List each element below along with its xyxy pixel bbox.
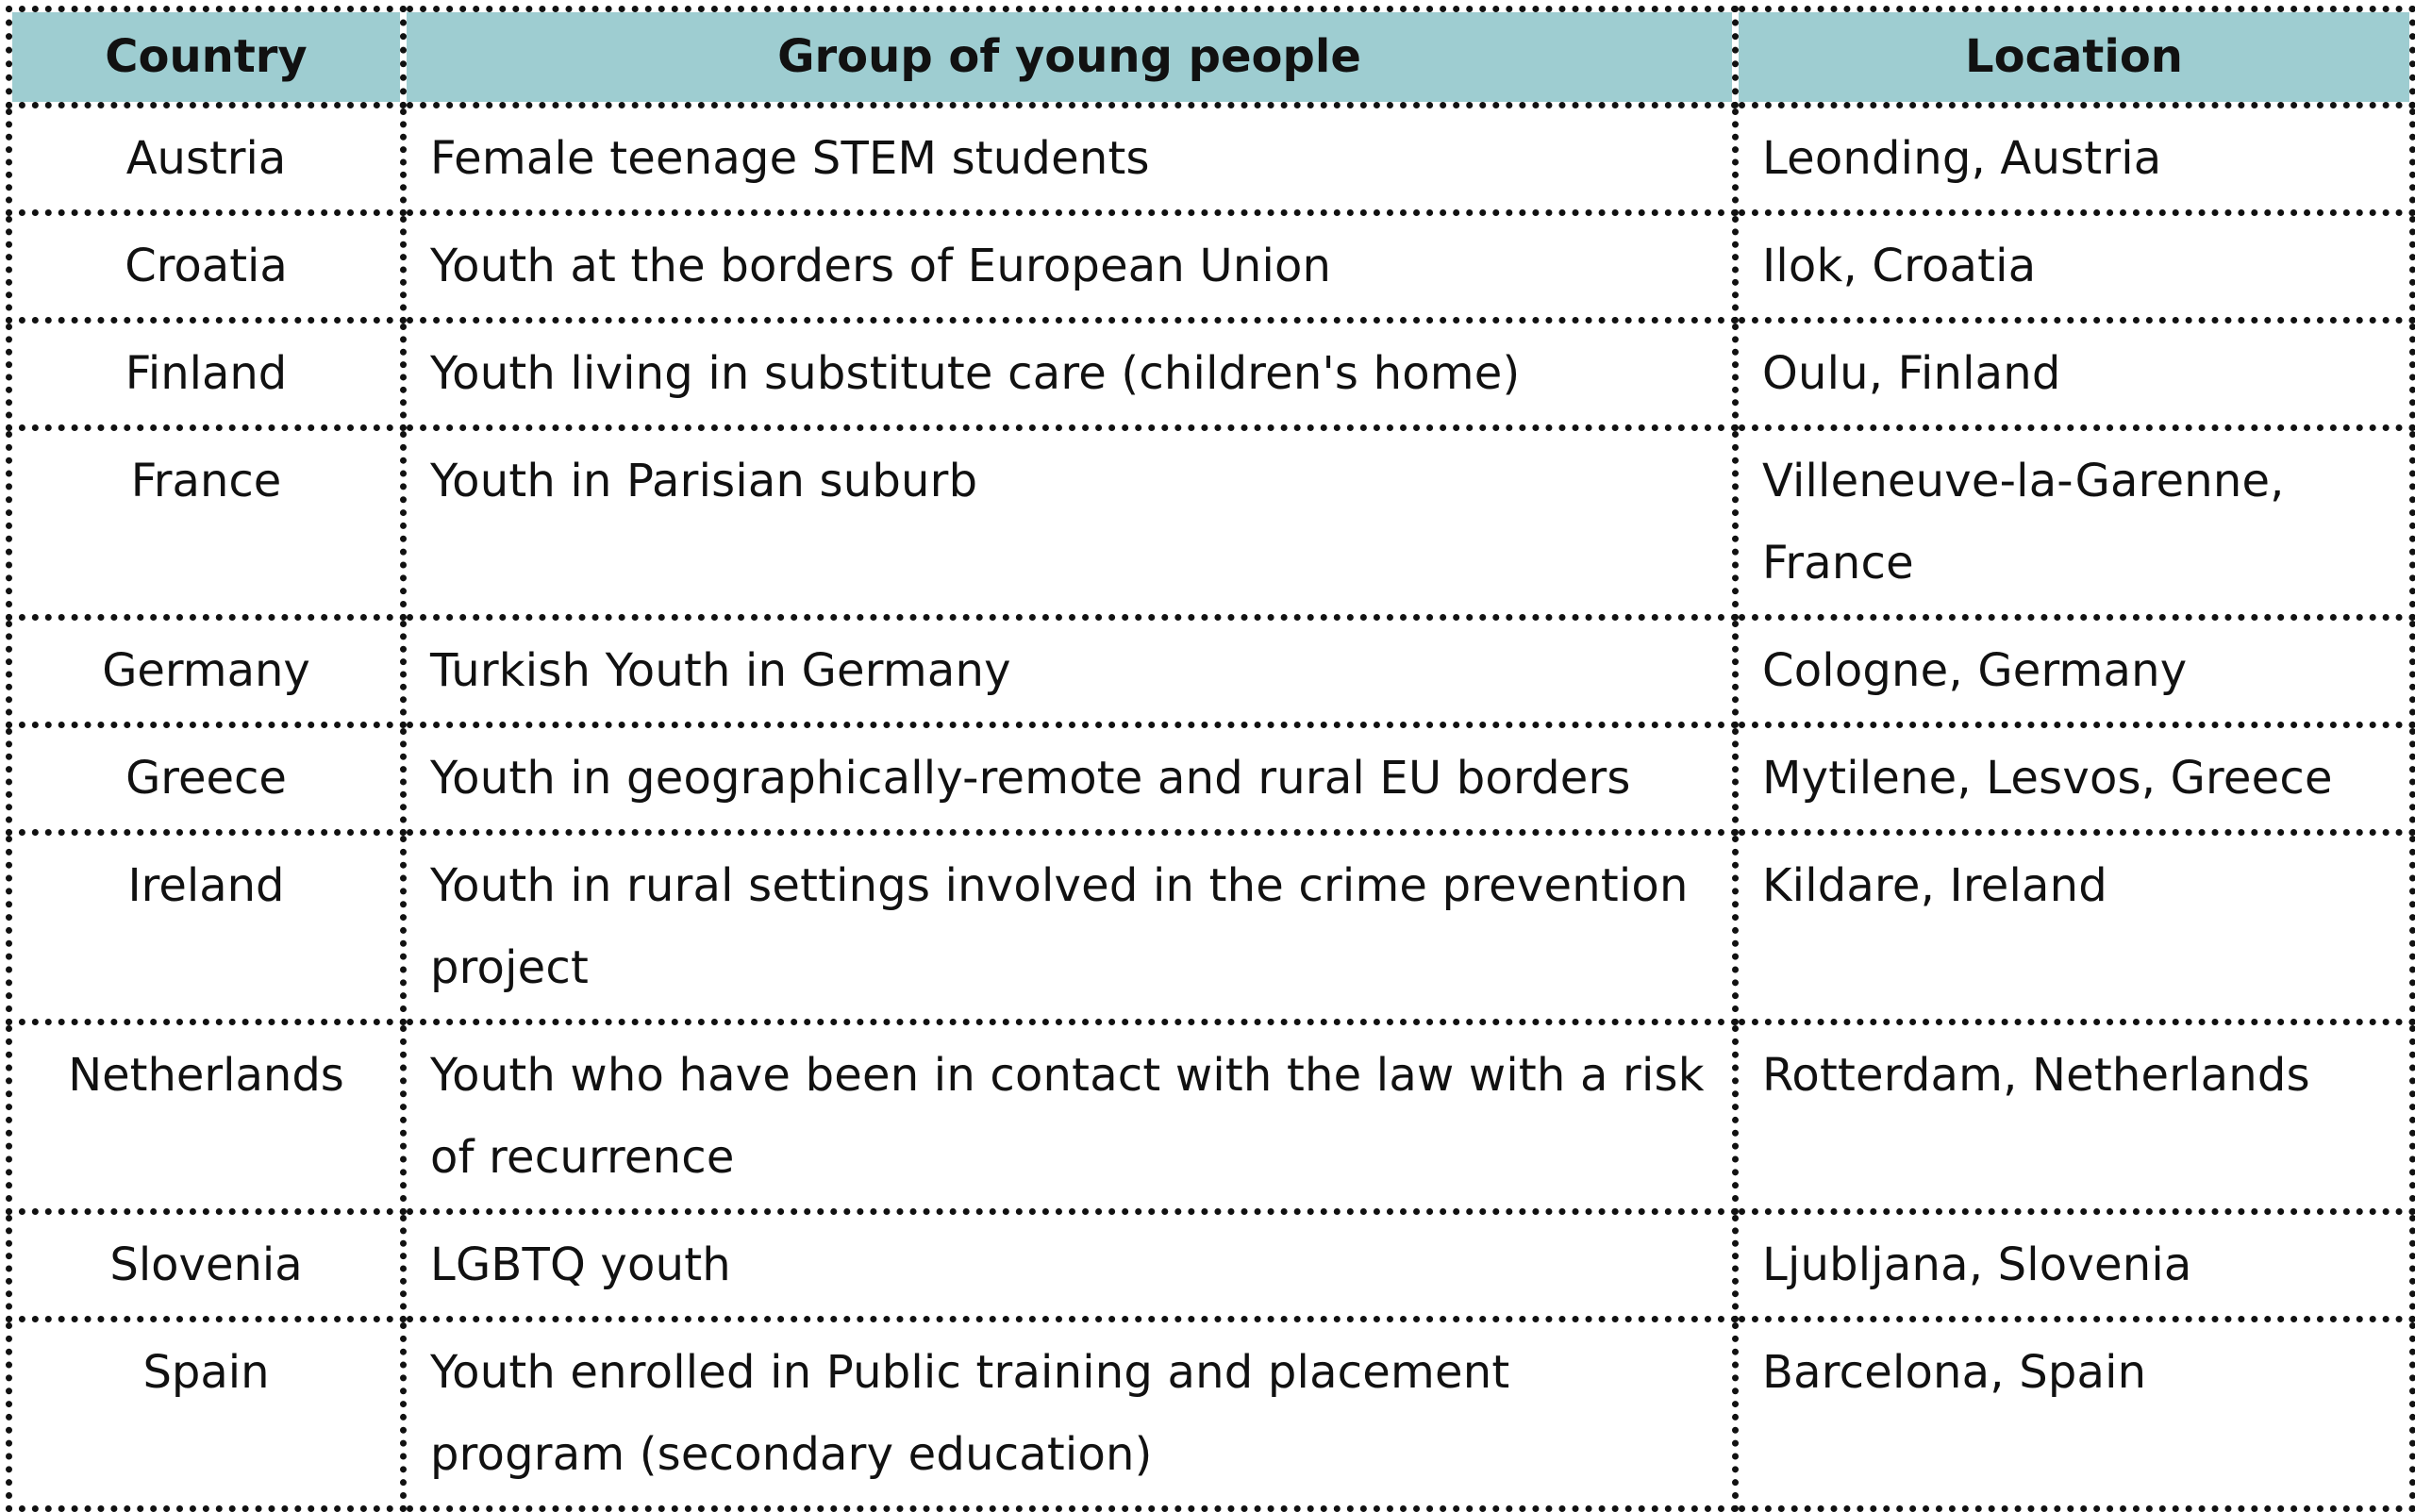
header-location: Location xyxy=(1736,9,2413,106)
cell-country: Greece xyxy=(9,725,404,833)
cell-location: Ljubljana, Slovenia xyxy=(1736,1212,2413,1320)
header-row xyxy=(9,9,2413,106)
table-row xyxy=(9,1320,2413,1509)
cell-group: LGBTQ youth xyxy=(404,1212,1736,1320)
cell-group: Youth in Parisian suburb xyxy=(404,428,1736,618)
table-row xyxy=(9,213,2413,321)
table-row xyxy=(9,428,2413,618)
cell-location: Oulu, Finland xyxy=(1736,321,2413,428)
cell-location: Leonding, Austria xyxy=(1736,106,2413,213)
cell-group: Youth in rural settings involved in the crime prevention project xyxy=(404,833,1736,1022)
cell-location: Ilok, Croatia xyxy=(1736,213,2413,321)
cell-country: Netherlands xyxy=(9,1022,404,1212)
cell-country: Germany xyxy=(9,618,404,725)
cell-group: Female teenage STEM students xyxy=(404,106,1736,213)
cell-country: Austria xyxy=(9,106,404,213)
cell-group: Youth enrolled in Public training and placement program (secondary education) xyxy=(404,1320,1736,1509)
cell-country: Ireland xyxy=(9,833,404,1022)
cell-location: Kildare, Ireland xyxy=(1736,833,2413,1022)
youth-groups-table-wrapper xyxy=(6,6,2409,1481)
cell-location: Rotterdam, Netherlands xyxy=(1736,1022,2413,1212)
table-row xyxy=(9,106,2413,213)
cell-location: Mytilene, Lesvos, Greece xyxy=(1736,725,2413,833)
cell-group: Turkish Youth in Germany xyxy=(404,618,1736,725)
table-row xyxy=(9,725,2413,833)
cell-country: Spain xyxy=(9,1320,404,1509)
cell-location: Villeneuve-la-Garenne, France xyxy=(1736,428,2413,618)
youth-groups-table xyxy=(6,6,2415,1512)
table-row xyxy=(9,618,2413,725)
cell-country: Finland xyxy=(9,321,404,428)
cell-location: Cologne, Germany xyxy=(1736,618,2413,725)
cell-country: France xyxy=(9,428,404,618)
cell-group: Youth living in substitute care (children's home) xyxy=(404,321,1736,428)
cell-country: Slovenia xyxy=(9,1212,404,1320)
cell-country: Croatia xyxy=(9,213,404,321)
header-country: Country xyxy=(9,9,404,106)
cell-location: Barcelona, Spain xyxy=(1736,1320,2413,1509)
header-group: Group of young people xyxy=(404,9,1736,106)
cell-group: Youth who have been in contact with the law with a risk of recurrence xyxy=(404,1022,1736,1212)
table-row xyxy=(9,1212,2413,1320)
cell-group: Youth in geographically-remote and rural EU borders xyxy=(404,725,1736,833)
table-row xyxy=(9,833,2413,1022)
table-row xyxy=(9,321,2413,428)
table-row xyxy=(9,1022,2413,1212)
cell-group: Youth at the borders of European Union xyxy=(404,213,1736,321)
